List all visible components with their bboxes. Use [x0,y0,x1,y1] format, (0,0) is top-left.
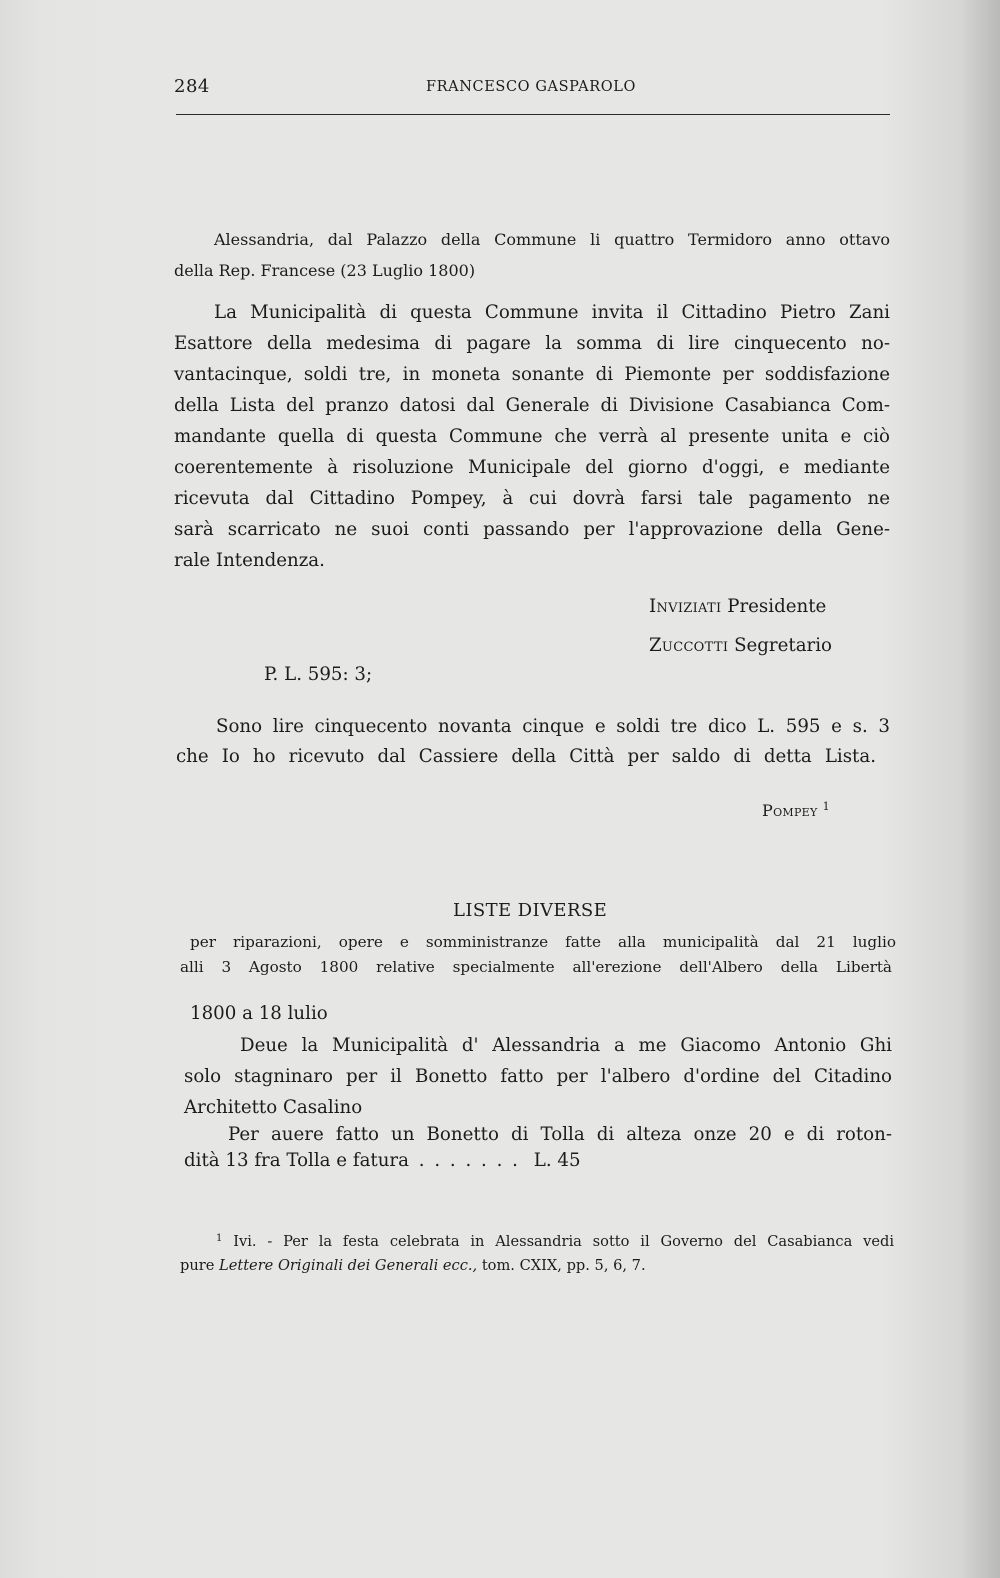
section-date: 1800 a 18 lulio [190,1003,328,1024]
dateline-line-1: Alessandria, dal Palazzo della Commune li quattro Termidoro anno ottavo [214,230,890,249]
footnote-reference: 1 [822,800,830,813]
footnote-text-2-pre: pure [180,1257,215,1274]
section-line-1: Deue la Municipalità d' Alessandria a me Giacomo Antonio Ghi [240,1035,892,1056]
page-number: 284 [174,76,210,97]
footnote-text-2-post: tom. CXIX, pp. 5, 6, 7. [481,1257,646,1274]
letter-line-6: coerentemente à risoluzione Municipale del giorno d'oggi, e mediante [174,457,890,478]
item-description: dità 13 fra Tolla e fatura [184,1150,409,1171]
signature-secretary-name: Zuccotti [649,635,729,656]
footnote-line-2 [180,1257,646,1274]
item-leader-dots: . . . . . . . [418,1150,520,1171]
footnote-text-1: Ivi. - Per la festa celebrata in Alessandria sotto il Governo del Casabianca vedi [233,1233,894,1250]
section-subtitle-line-2: alli 3 Agosto 1800 relative specialmente all'erezione dell'Albero della Libertà [180,958,892,976]
letter-line-4: della Lista del pranzo datosi dal Generale di Divisione Casabianca Com- [174,395,890,416]
letter-line-2: Esattore della medesima di pagare la somma di lire cinquecento no- [174,333,890,354]
signature-president [649,596,826,617]
receipt-line-1: Sono lire cinquecento novanta cinque e soldi tre dico L. 595 e s. 3 [216,716,890,737]
running-title: FRANCESCO GASPAROLO [426,79,636,95]
letter-line-7: ricevuta dal Cittadino Pompey, à cui dovrà farsi tale pagamento ne [174,488,890,509]
receipt-signature [762,800,830,820]
section-title: LISTE DIVERSE [453,900,608,921]
letter-line-8: sarà scarricato ne suoi conti passando per l'approvazione della Gene- [174,519,890,540]
section-subtitle-line-1: per riparazioni, opere e somministranze fatte alla municipalità dal 21 luglio [190,933,896,951]
dateline-line-2: della Rep. Francese (23 Luglio 1800) [174,261,476,280]
signature-secretary [649,635,832,656]
footnote-number: 1 [216,1233,223,1244]
signature-president-role: Presidente [727,596,827,617]
receipt-line-2: che Io ho ricevuto dal Cassiere della Città per saldo di detta Lista. [176,746,876,767]
footnote-line-1 [216,1233,894,1250]
section-line-2: solo stagninaro per il Bonetto fatto per l'albero d'ordine del Citadino [184,1066,892,1087]
header-rule [176,114,890,115]
signature-secretary-role: Segretario [734,635,832,656]
letter-line-3: vantacinque, soldi tre, in moneta sonante di Piemonte per soddisfazione [174,364,890,385]
letter-line-1: La Municipalità di questa Commune invita il Cittadino Pietro Zani [214,302,890,323]
receipt-signature-name: Pompey [762,801,818,820]
footnote-citation: Lettere Originali dei Generali ecc., [219,1257,478,1274]
section-line-3: Architetto Casalino [184,1097,363,1118]
letter-line-5: mandante quella di questa Commune che verrà al presente unita e ciò [174,426,890,447]
item-line-1: Per auere fatto un Bonetto di Tolla di alteza onze 20 e di roton- [228,1124,892,1145]
item-amount: L. 45 [533,1150,581,1171]
signature-president-name: Inviziati [649,596,722,617]
item-line-2 [184,1150,581,1171]
letter-line-9: rale Intendenza. [174,550,325,571]
amount-line: P. L. 595: 3; [264,664,373,685]
